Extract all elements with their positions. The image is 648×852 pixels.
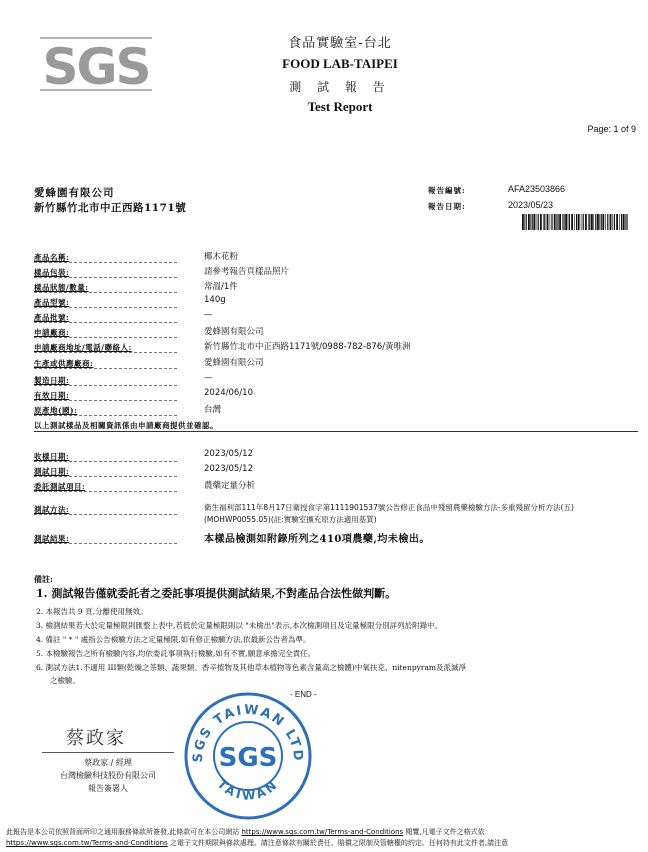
note-item: 5. 本檢驗報告之所有檢驗內容,均依委託事項執行檢驗,如有不實,願意承擔完全責任。 bbox=[36, 649, 316, 658]
info-row-model bbox=[34, 295, 634, 309]
barcode-bar bbox=[569, 214, 570, 230]
barcode-bar bbox=[589, 214, 590, 230]
barcode-bar bbox=[530, 214, 531, 230]
report-date-value: 2023/05/23 bbox=[508, 200, 554, 210]
info-row-expiry-date bbox=[34, 388, 634, 402]
barcode-bar bbox=[625, 214, 626, 230]
row-value: 請參考報告頁樣品照片 bbox=[204, 267, 290, 277]
barcode-bar bbox=[614, 214, 615, 230]
report-no-label: 報告編號: bbox=[428, 186, 466, 195]
lab-name-en: FOOD LAB-TAIPEI bbox=[282, 56, 398, 71]
info-row-origin bbox=[34, 403, 634, 417]
row-label: 收樣日期: bbox=[34, 452, 70, 461]
barcode-bar bbox=[536, 214, 537, 230]
row-value: 愛蜂園有限公司 bbox=[204, 327, 264, 337]
row-label: 樣品狀態/數量: bbox=[34, 283, 89, 292]
note-item: 之檢驗。 bbox=[50, 676, 80, 685]
row-label: 有效日期: bbox=[34, 391, 70, 400]
row-value: 農藥定量分析 bbox=[204, 481, 256, 491]
info-row-product-name bbox=[34, 250, 634, 264]
barcode-bar bbox=[526, 214, 527, 230]
row-value: — bbox=[204, 310, 213, 320]
barcode-bar bbox=[581, 214, 582, 230]
barcode-bar bbox=[563, 214, 564, 230]
barcode-bar bbox=[607, 214, 608, 230]
row-label: 申請廠商地址/電話/聯絡人: bbox=[34, 343, 132, 352]
row-label: 產品名稱: bbox=[34, 253, 70, 262]
note-item: 3. 檢測結果若大於定量極限則匯整上表中,若低於定量極限則以 "未檢出"表示,本次檢測項目及定量極限分別詳列於附錄中。 bbox=[36, 621, 443, 630]
row-label: 生產或供應廠商: bbox=[34, 359, 94, 368]
report-no-value: AFA23503866 bbox=[508, 184, 566, 194]
barcode-bar bbox=[550, 214, 551, 230]
info-row-manufacture-date bbox=[34, 373, 634, 387]
info-row-batch bbox=[34, 310, 634, 324]
section-divider bbox=[34, 431, 638, 432]
note-item: 4. 備註 " * " 處指公告檢驗方法之定量極限,如有修正檢驗方法,依最新公告者為準。 bbox=[36, 635, 311, 644]
row-label: 測試結果: bbox=[34, 534, 70, 543]
barcode-bar bbox=[595, 214, 596, 230]
row-label: 產品批號: bbox=[34, 313, 70, 322]
row-label: 製造日期: bbox=[34, 376, 70, 385]
report-title-en: Test Report bbox=[307, 99, 373, 114]
barcode bbox=[522, 214, 630, 230]
barcode-bar bbox=[578, 214, 580, 230]
barcode-bar bbox=[533, 214, 535, 230]
note-item: 6. 測試方法1.不適用 III類(乾燥之茶類、蔬果類、香辛植物及其他草本植物等色素含量高之檢體)中氧扶克、nitenpyram及派滅淨 bbox=[36, 663, 467, 672]
svg-text:SGS: SGS bbox=[42, 38, 150, 96]
signer-name: 蔡政家 / 經理 bbox=[84, 758, 132, 767]
barcode-bar bbox=[591, 214, 593, 230]
barcode-bar bbox=[588, 214, 589, 230]
info-row-manufacturer bbox=[34, 356, 634, 370]
note-item: 1. 測試報告僅就委託者之委託事項提供測試結果,不對產品合法性做判斷。 bbox=[36, 587, 397, 600]
barcode-bar bbox=[623, 214, 625, 230]
applicant-disclaimer: 以上測試樣品及相關資訊係由申請廠商提供並確認。 bbox=[34, 421, 218, 430]
barcode-bar bbox=[583, 214, 584, 230]
row-label: 樣品包裝: bbox=[34, 268, 70, 277]
info-row-packaging bbox=[34, 265, 634, 279]
notes-title: 備註: bbox=[34, 574, 53, 584]
row-label: 原產地(國): bbox=[34, 406, 78, 415]
barcode-bar bbox=[532, 214, 533, 230]
row-value: — bbox=[204, 373, 213, 383]
row-value: 2023/05/12 bbox=[204, 464, 253, 474]
page-number: Page: 1 of 9 bbox=[587, 124, 636, 134]
barcode-bar bbox=[559, 214, 561, 230]
report-title-zh: 測 試 報 告 bbox=[289, 80, 391, 94]
terms-link[interactable]: https://www.sgs.com.tw/Terms-and-Conditions bbox=[241, 828, 404, 836]
barcode-bar bbox=[616, 214, 618, 230]
signer-role: 報告簽署人 bbox=[88, 784, 128, 793]
row-value: 2024/06/10 bbox=[204, 388, 253, 398]
footer-line-1: 此報告是本公司依照背面所印之通用服務條款所簽發,此條款可在本公司網站 https://www.sgs.com.tw/Terms-and-Conditions 閱覽,凡電子文件之格式依 bbox=[6, 828, 485, 836]
signer-company: 台灣檢驗科技股份有限公司 bbox=[60, 771, 156, 780]
barcode-bar bbox=[585, 214, 587, 230]
barcode-bar bbox=[602, 214, 604, 230]
note-item: 2. 本報告共 9 頁,分離使用無效。 bbox=[36, 607, 148, 616]
barcode-bar bbox=[544, 214, 545, 230]
barcode-bar bbox=[540, 214, 542, 230]
report-date-label: 報告日期: bbox=[428, 202, 466, 211]
test-result-value: 本樣品檢測如附錄所列之410項農藥,均未檢出。 bbox=[204, 534, 430, 545]
barcode-bar bbox=[554, 214, 556, 230]
row-value: 140g bbox=[204, 295, 226, 305]
row-label: 產品型號: bbox=[34, 298, 70, 307]
svg-text:SGS: SGS bbox=[218, 743, 278, 773]
barcode-bar bbox=[538, 214, 539, 230]
row-value: 常溫/1件 bbox=[204, 282, 238, 292]
info-row-received-date bbox=[34, 449, 634, 463]
barcode-bar bbox=[599, 214, 600, 230]
svg-text:TAIWAN: TAIWAN bbox=[214, 776, 282, 803]
barcode-bar bbox=[551, 214, 552, 230]
barcode-bar bbox=[601, 214, 602, 230]
barcode-bar bbox=[543, 214, 544, 230]
row-value: 台灣 bbox=[204, 405, 222, 415]
barcode-bar bbox=[593, 214, 594, 230]
footer-line-2: https://www.sgs.com.tw/Terms-and-Conditions 之電子文件期限與條款處理。請注意條款有關於責任、賠償之限制及管轄權的約定。任何持有此文件者,請注意 bbox=[6, 839, 509, 847]
barcode-bar bbox=[571, 214, 573, 230]
barcode-bar bbox=[556, 214, 557, 230]
barcode-bar bbox=[574, 214, 575, 230]
barcode-bar bbox=[528, 214, 530, 230]
barcode-bar bbox=[610, 214, 612, 230]
barcode-bar bbox=[619, 214, 620, 230]
row-label: 申請廠商: bbox=[34, 328, 70, 337]
terms-link[interactable]: https://www.sgs.com.tw/Terms-and-Conditions bbox=[6, 839, 168, 847]
info-row-applicant-contact bbox=[34, 340, 634, 354]
barcode-bar bbox=[562, 214, 563, 230]
barcode-bar bbox=[565, 214, 567, 230]
barcode-bar bbox=[576, 214, 577, 230]
sgs-logo bbox=[36, 30, 156, 98]
barcode-bar bbox=[568, 214, 569, 230]
barcode-bar bbox=[597, 214, 599, 230]
test-method-value: 衛生福利部111年8月17日衛授食字第1111901537號公告修正食品中殘留農藥檢驗方法-多重殘留分析方法(五)(MOHWP0055.05)(註:實驗室擴充原方法適用基質) bbox=[204, 503, 574, 524]
lab-name-zh: 食品實驗室-台北 bbox=[288, 36, 392, 51]
row-label: 測試日期: bbox=[34, 467, 70, 476]
barcode-bar bbox=[621, 214, 622, 230]
info-row-applicant bbox=[34, 325, 634, 339]
row-value: 新竹縣竹北市中正西路1171號/0988-782-876/黃唯洲 bbox=[204, 342, 411, 352]
client-address: 新竹縣竹北市中正西路1171號 bbox=[34, 202, 187, 214]
barcode-bar bbox=[612, 214, 613, 230]
barcode-bar bbox=[522, 214, 524, 230]
barcode-bar bbox=[626, 214, 627, 230]
barcode-bar bbox=[605, 214, 606, 230]
row-label: 委託測試項目: bbox=[34, 482, 86, 491]
row-value: 2023/05/12 bbox=[204, 449, 253, 459]
barcode-bar bbox=[524, 214, 525, 230]
info-row-state-quantity bbox=[34, 280, 634, 294]
signature-line bbox=[42, 752, 174, 753]
info-row-test-items bbox=[34, 479, 634, 493]
barcode-bar bbox=[547, 214, 549, 230]
end-marker: - END - bbox=[290, 690, 317, 699]
info-row-test-date bbox=[34, 464, 634, 478]
client-name: 愛蜂園有限公司 bbox=[34, 187, 115, 199]
barcode-bar bbox=[557, 214, 558, 230]
handwritten-signature: 蔡政家 bbox=[66, 728, 126, 749]
row-value: 愛蜂園有限公司 bbox=[204, 358, 264, 368]
svg-text:SGS TAIWAN LTD: SGS TAIWAN LTD bbox=[190, 702, 306, 764]
row-value: 椰木花粉 bbox=[204, 252, 239, 262]
row-label: 測試方法: bbox=[34, 505, 70, 514]
sgs-taiwan-seal bbox=[182, 690, 314, 822]
